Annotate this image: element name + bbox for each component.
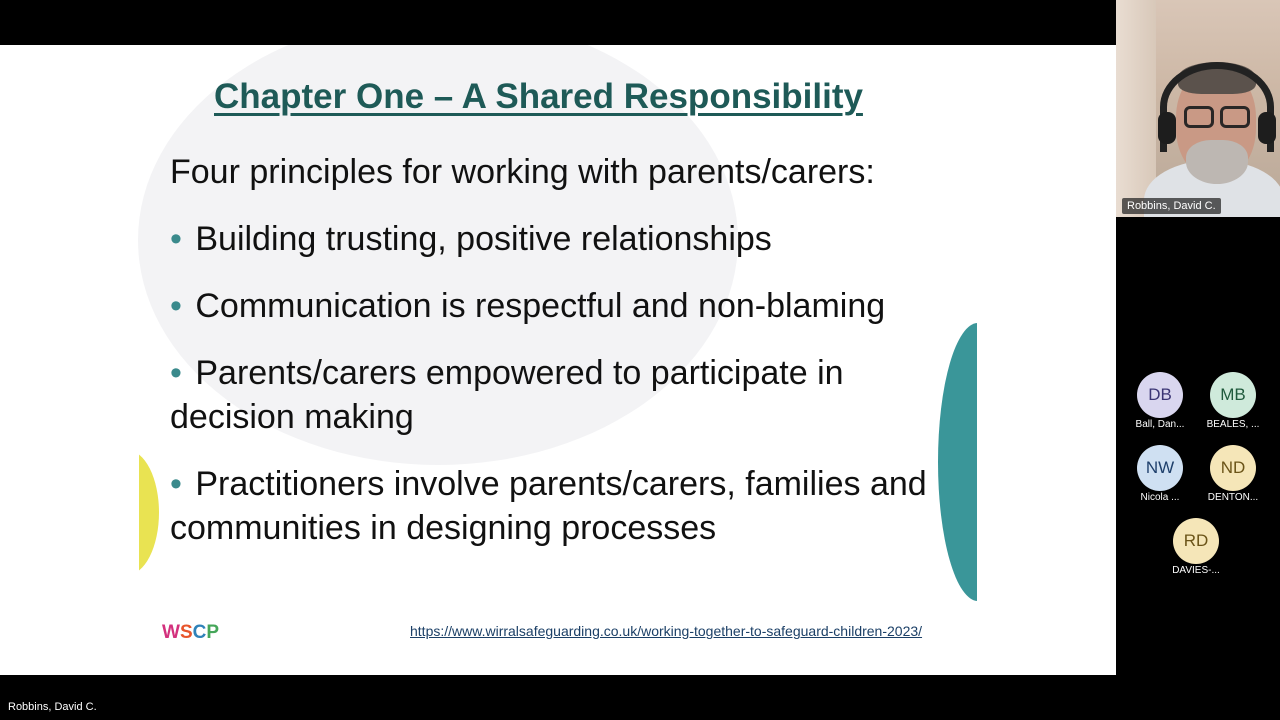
shared-slide — [0, 45, 1116, 675]
slide-body — [170, 150, 970, 573]
bullet-dot: • — [170, 287, 182, 325]
participant-tile[interactable] — [1123, 445, 1197, 503]
slide-intro: Four principles for working with parents/carers: — [170, 153, 875, 191]
participant-tile[interactable] — [1196, 372, 1270, 430]
bullet-dot: • — [170, 465, 182, 503]
slide-bullet — [170, 351, 970, 439]
avatar: NW — [1137, 445, 1183, 491]
slide-source-link[interactable]: https://www.wirralsafeguarding.co.uk/working-together-to-safeguard-children-2023/ — [410, 623, 923, 639]
participant-name: DAVIES-... — [1172, 565, 1220, 576]
participant-tile[interactable] — [1196, 445, 1270, 503]
speaker-video[interactable] — [1116, 0, 1280, 217]
participant-name: Nicola ... — [1140, 492, 1180, 503]
avatar: RD — [1173, 518, 1219, 564]
bullet-text: Practitioners involve parents/carers, families and communities in designing processes — [170, 465, 927, 547]
bullet-text: Building trusting, positive relationships — [195, 220, 772, 258]
avatar: DB — [1137, 372, 1183, 418]
participant-name: DENTON... — [1207, 492, 1259, 503]
slide-bullet — [170, 217, 970, 261]
headset-icon — [1160, 62, 1274, 152]
wscp-logo: WSCP — [162, 622, 220, 643]
bullet-dot: • — [170, 220, 182, 258]
slide-title: Chapter One – A Shared Responsibility — [214, 77, 863, 116]
participant-tile[interactable] — [1159, 518, 1233, 576]
presenter-name: Robbins, David C. — [8, 701, 97, 713]
slide-bullet — [170, 284, 970, 328]
bullet-dot: • — [170, 354, 182, 392]
slide-yellow-shape — [95, 450, 159, 575]
participant-tile[interactable] — [1123, 372, 1197, 430]
bullet-text: Communication is respectful and non-blaming — [195, 287, 886, 325]
slide-bullet — [170, 462, 970, 550]
bullet-text: Parents/carers empowered to participate in decision making — [170, 354, 844, 436]
participant-name: Ball, Dan... — [1135, 419, 1185, 430]
avatar: ND — [1210, 445, 1256, 491]
participant-name: BEALES, ... — [1206, 419, 1260, 430]
speaker-name-label: Robbins, David C. — [1122, 198, 1221, 214]
avatar: MB — [1210, 372, 1256, 418]
